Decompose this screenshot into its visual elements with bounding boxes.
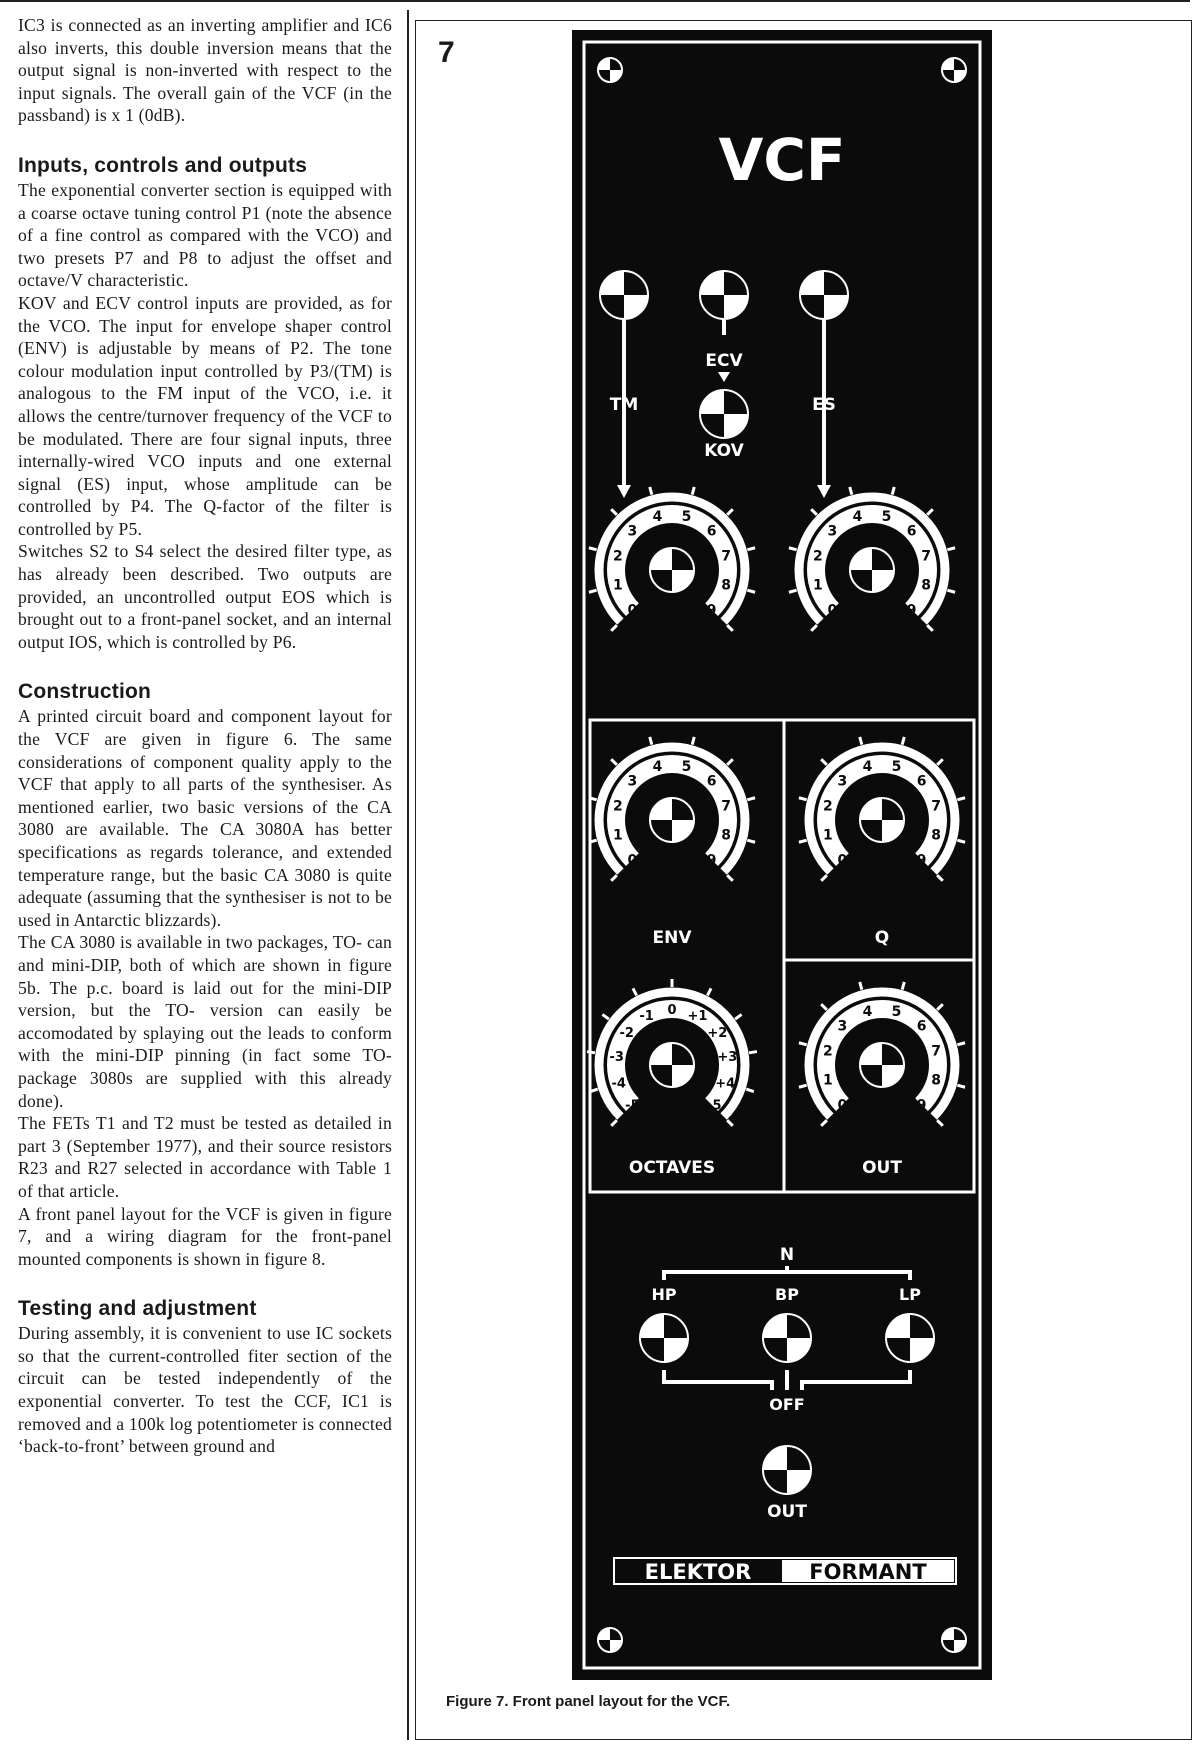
es-dial-label: 1 bbox=[813, 577, 823, 594]
label-kov: KOV bbox=[704, 441, 744, 461]
dial-tick bbox=[957, 1085, 965, 1087]
out-dial-label: 2 bbox=[823, 1043, 833, 1060]
es-dial-label: 9 bbox=[906, 602, 917, 619]
out-dial-label: 0 bbox=[837, 1097, 848, 1114]
label-tm: TM bbox=[609, 395, 639, 415]
label-q: Q bbox=[874, 928, 890, 948]
dial-tick bbox=[860, 982, 862, 990]
label-es: ES bbox=[812, 395, 836, 415]
env-dial-label: 1 bbox=[613, 827, 623, 844]
brand-elektor: ELEKTOR bbox=[644, 1560, 752, 1584]
label-ecv: ECV bbox=[705, 351, 743, 371]
column-rule bbox=[407, 10, 409, 1740]
octaves-dial-label: -2 bbox=[619, 1026, 634, 1042]
dial-tick bbox=[692, 487, 694, 495]
tm-dial-label: 6 bbox=[706, 523, 717, 540]
vcf-front-panel bbox=[572, 30, 992, 1680]
label-out-knob: OUT bbox=[862, 1158, 902, 1178]
tm-dial-label: 2 bbox=[613, 548, 623, 565]
octaves-dial-label: +4 bbox=[715, 1076, 736, 1092]
env-dial-label: 9 bbox=[706, 852, 717, 869]
article-text-column bbox=[18, 14, 392, 1458]
dial-tick bbox=[589, 798, 597, 800]
env-knob[interactable] bbox=[650, 798, 694, 842]
q-dial-label: 1 bbox=[823, 827, 833, 844]
octaves-dial-label: +5 bbox=[701, 1098, 722, 1114]
label-env: ENV bbox=[652, 928, 692, 948]
dial-tick bbox=[789, 548, 797, 550]
label-out-socket: OUT bbox=[767, 1502, 807, 1522]
tm-dial-label: 7 bbox=[721, 548, 731, 565]
paragraph-construction-4: A front panel layout for the VCF is given in figure 7, and a wiring diagram for the front-panel mounted components is shown in figure 8. bbox=[18, 1203, 392, 1269]
env-dial-label: 3 bbox=[627, 773, 638, 790]
q-dial-label: 6 bbox=[916, 773, 927, 790]
label-lp: LP bbox=[899, 1285, 921, 1304]
es-dial-label: 0 bbox=[827, 602, 838, 619]
env-dial-label: 7 bbox=[721, 798, 731, 815]
out-dial-label: 5 bbox=[891, 1003, 902, 1020]
label-octaves: OCTAVES bbox=[628, 1158, 716, 1178]
tm-dial-label: 4 bbox=[652, 508, 663, 525]
paragraph-inputs-2: KOV and ECV control inputs are provided, as for the VCO. The input for envelope shaper control (ENV) is adjustable by means of P2. The tone colour modulation input controlled by P3/(TM) is analogous to the FM input of the VCO, i.e. it allows the centre/turnover frequency of the VCF to be modulated. There are four signal inputs, three internally-wired VCO inputs and one external signal (ES) input, whose amplitude can be controlled by P4. The Q-factor of the filter is controlled by P5. bbox=[18, 292, 392, 539]
dial-tick bbox=[947, 548, 955, 550]
bp-switch[interactable] bbox=[763, 1314, 811, 1362]
paragraph-intro: IC3 is connected as an inverting amplifier and IC6 also inverts, this double inversion means that the output signal is non-inverted with respect to the input signals. The overall gain of the VCF (in the passband) is x 1 (0dB). bbox=[18, 15, 392, 126]
heading-inputs-controls-outputs: Inputs, controls and outputs bbox=[18, 153, 308, 177]
paragraph-inputs-1: The exponential converter section is equipped with a coarse octave tuning control P1 (note the absence of a fine control as compared with the VCO) and two presets P7 and P8 to adjust the offset and octave/V characteristic. bbox=[18, 179, 392, 291]
screw-icon bbox=[942, 58, 966, 82]
dial-tick bbox=[587, 1052, 595, 1053]
dial-tick bbox=[747, 548, 755, 550]
ecv-input-socket[interactable] bbox=[700, 271, 748, 319]
top-rule bbox=[0, 0, 1190, 2]
q-knob[interactable] bbox=[860, 798, 904, 842]
env-dial-label: 8 bbox=[721, 827, 731, 844]
es-dial-label: 5 bbox=[881, 508, 892, 525]
panel-title: VCF bbox=[718, 126, 846, 194]
tm-dial-label: 5 bbox=[681, 508, 692, 525]
paragraph-testing: During assembly, it is convenient to use IC sockets so that the current-controlled fiter section of the circuit can be tested independently of the exponential converter. To test the CCF, IC1 is removed and a 100k log potentiometer is connected ‘back-to-front’ between ground and bbox=[18, 1323, 392, 1457]
lp-switch[interactable] bbox=[886, 1314, 934, 1362]
octaves-knob[interactable] bbox=[650, 1043, 694, 1087]
dial-tick bbox=[799, 1043, 807, 1045]
out-dial-label: 3 bbox=[837, 1018, 848, 1035]
dial-tick bbox=[589, 590, 597, 592]
dial-tick bbox=[650, 487, 652, 495]
es-dial-label: 6 bbox=[906, 523, 917, 540]
dial-tick bbox=[799, 840, 807, 842]
octaves-dial-label: +2 bbox=[707, 1026, 728, 1042]
es-dial-label: 2 bbox=[813, 548, 823, 565]
q-dial-label: 8 bbox=[931, 827, 941, 844]
octaves-dial-label: -3 bbox=[609, 1050, 624, 1066]
paragraph-inputs-3: Switches S2 to S4 select the desired filter type, as has already been described. Two outputs are provided, an uncontrolled output EOS which is brought out to a front-panel socket, and an internal output IOS, which is controlled by P6. bbox=[18, 541, 392, 652]
dial-tick bbox=[692, 737, 694, 745]
octaves-dial-label: -4 bbox=[611, 1076, 626, 1092]
heading-testing-adjustment: Testing and adjustment bbox=[18, 1297, 257, 1321]
tm-dial-label: 3 bbox=[627, 523, 638, 540]
dial-tick bbox=[850, 487, 852, 495]
es-input-socket[interactable] bbox=[800, 271, 848, 319]
octaves-dial-label: 0 bbox=[667, 1003, 677, 1018]
dial-tick bbox=[902, 737, 904, 745]
dial-tick bbox=[892, 487, 894, 495]
tm-knob[interactable] bbox=[650, 548, 694, 592]
env-dial-label: 4 bbox=[652, 758, 663, 775]
paragraph-construction-3: The FETs T1 and T2 must be tested as detailed in part 3 (September 1977), and their source resistors R23 and R27 selected in accordance with Table 1 of that article. bbox=[18, 1113, 392, 1201]
q-dial-label: 9 bbox=[916, 852, 927, 869]
label-off: OFF bbox=[769, 1395, 805, 1414]
dial-tick bbox=[860, 737, 862, 745]
screw-icon bbox=[942, 1628, 966, 1652]
kov-input-socket[interactable] bbox=[700, 390, 748, 438]
dial-tick bbox=[957, 840, 965, 842]
octaves-dial-label: +1 bbox=[687, 1009, 708, 1025]
screw-icon bbox=[598, 1628, 622, 1652]
q-dial-label: 7 bbox=[931, 798, 941, 815]
heading-construction: Construction bbox=[18, 680, 152, 704]
q-dial-label: 0 bbox=[837, 852, 848, 869]
q-dial-label: 2 bbox=[823, 798, 833, 815]
es-dial-label: 4 bbox=[852, 508, 863, 525]
octaves-dial-label: -5 bbox=[625, 1098, 640, 1114]
out-dial-label: 7 bbox=[931, 1043, 941, 1060]
env-dial-label: 5 bbox=[681, 758, 692, 775]
dial-tick bbox=[957, 798, 965, 800]
dial-tick bbox=[789, 590, 797, 592]
dial-tick bbox=[747, 798, 755, 800]
dial-tick bbox=[650, 737, 652, 745]
q-dial-label: 4 bbox=[862, 758, 873, 775]
tm-input-socket[interactable] bbox=[600, 271, 648, 319]
paragraph-construction-1: A printed circuit board and component layout for the VCF are given in figure 6. The same considerations of component quality apply to the VCF that apply to all parts of the synthesiser. As mentioned earlier, two basic versions of the CA 3080 are available. The CA 3080A has better specifications as regards tolerance, and extended temperature range, but the basic CA 3080 is quite adequate (assuming that the synthesiser is not to be used in Antarctic blizzards). bbox=[18, 706, 392, 930]
label-n: N bbox=[779, 1245, 795, 1265]
tm-dial-label: 9 bbox=[706, 602, 717, 619]
tm-dial-label: 1 bbox=[613, 577, 623, 594]
env-dial-label: 0 bbox=[627, 852, 638, 869]
label-bp: BP bbox=[775, 1285, 799, 1304]
dial-tick bbox=[957, 1043, 965, 1045]
figure-number: 7 bbox=[438, 36, 455, 69]
out-dial-label: 1 bbox=[823, 1072, 833, 1089]
label-hp: HP bbox=[651, 1285, 677, 1304]
dial-tick bbox=[799, 1085, 807, 1087]
env-dial-label: 2 bbox=[613, 798, 623, 815]
dial-tick bbox=[749, 1052, 757, 1053]
dial-tick bbox=[799, 798, 807, 800]
brand-formant: FORMANT bbox=[809, 1560, 927, 1584]
out-dial-label: 4 bbox=[862, 1003, 873, 1020]
dial-tick bbox=[747, 590, 755, 592]
tm-dial-label: 0 bbox=[627, 602, 638, 619]
es-dial-label: 8 bbox=[921, 577, 931, 594]
es-dial-label: 7 bbox=[921, 548, 931, 565]
out-output-socket[interactable] bbox=[763, 1446, 811, 1494]
octaves-dial-label: +3 bbox=[717, 1050, 738, 1066]
octaves-dial-label: -1 bbox=[639, 1009, 654, 1025]
screw-icon bbox=[598, 58, 622, 82]
out-dial-label: 8 bbox=[931, 1072, 941, 1089]
q-dial-label: 3 bbox=[837, 773, 848, 790]
es-dial-label: 3 bbox=[827, 523, 838, 540]
hp-switch[interactable] bbox=[640, 1314, 688, 1362]
figure-caption: Figure 7. Front panel layout for the VCF. bbox=[446, 1693, 731, 1710]
tm-dial-label: 8 bbox=[721, 577, 731, 594]
paragraph-construction-2: The CA 3080 is available in two packages, TO- can and mini-DIP, both of which are shown in figure 5b. The p.c. board is laid out for the mini-DIP version, but the TO- version can easily be accomodated by splaying out the leads to conform with the mini-DIP pinning (in fact some TO- package 3080s are supplied with this already done). bbox=[18, 932, 392, 1111]
dial-tick bbox=[747, 840, 755, 842]
out-dial-label: 6 bbox=[916, 1018, 927, 1035]
env-dial-label: 6 bbox=[706, 773, 717, 790]
dial-tick bbox=[947, 590, 955, 592]
dial-tick bbox=[589, 548, 597, 550]
dial-tick bbox=[902, 982, 904, 990]
out-dial-label: 9 bbox=[916, 1097, 927, 1114]
es-knob[interactable] bbox=[850, 548, 894, 592]
out-knob[interactable] bbox=[860, 1043, 904, 1087]
dial-tick bbox=[589, 840, 597, 842]
q-dial-label: 5 bbox=[891, 758, 902, 775]
